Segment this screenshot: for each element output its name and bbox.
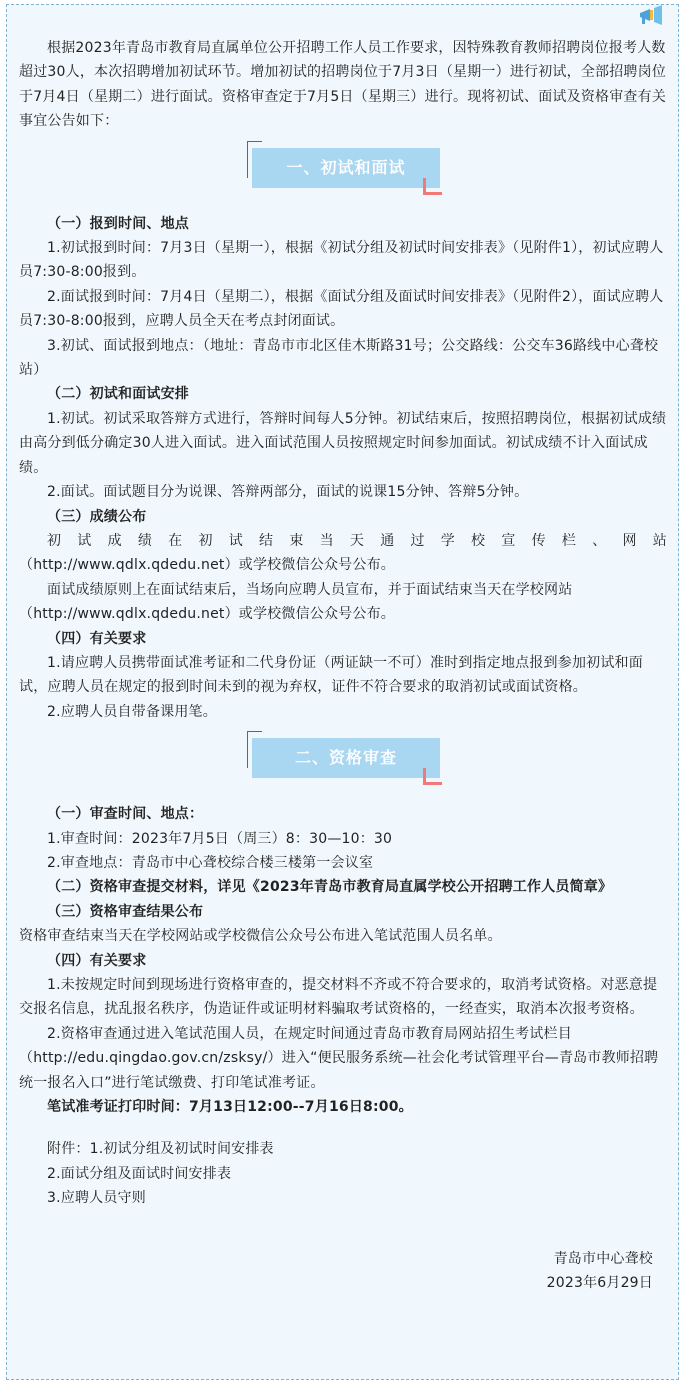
paragraph: 2.应聘人员自带备课用笔。 [47,703,217,720]
subheading: （一）审查时间、地点： [47,806,204,823]
spacer [19,1119,667,1137]
paragraph: 3.初试、面试报到地点：（地址：青岛市市北区佳木斯路31号；公交路线：公交车36路线中心聋校站） [19,337,659,379]
paragraph: 资格审查结束当天在学校网站或学校微信公众号公布进入笔试范围人员名单。 [19,928,502,945]
subheading: （三）资格审查结果公布 [47,903,204,920]
section-title-2: 二、资格审查 [252,738,440,778]
megaphone-icon [638,5,664,27]
paragraph: 1.初试。初试采取答辩方式进行，答辩时间每人5分钟。初试结束后，按照招聘岗位，根据初试成绩由高分到低分确定30人进入面试。进入面试范围人员按照规定时间参加面试。初试成绩不计入面试成绩。 [19,410,667,476]
paragraph: （http://www.qdlx.qdedu.net）或学校微信公众号公布。 [19,557,395,574]
heading-corner-mark [423,768,442,785]
attachment-list-item: 3.应聘人员守则 [47,1190,146,1207]
paragraph: 1.审查时间：2023年7月5日（周三）8：30—10：30 [47,830,393,847]
subheading: （四）有关要求 [47,952,147,969]
paragraph: 2.审查地点：青岛市中心聋校综合楼三楼第一会议室 [47,854,374,871]
subheading: （一）报到时间、地点 [47,215,189,232]
spacer [19,1229,667,1247]
signature-date: 2023年6月29日 [546,1275,653,1292]
intro-paragraph: 根据2023年青岛市教育局直属单位公开招聘工作人员工作要求，因特殊教育教师招聘岗位报考人数超过30人，本次招聘增加初试环节。增加初试的招聘岗位于7月3日（星期一）进行初试，全部招聘岗位于7月4日（星期二）进行面试。资格审查定于7月5日（星期三）进行。现将初试、面试及资格审查有关事宜公告如下： [19,40,667,130]
paragraph: 2.面试报到时间：7月4日（星期二），根据《面试分组及面试时间安排表》（见附件2），面试应聘人员7:30-8:00报到，应聘人员全天在考点封闭面试。 [19,288,664,330]
signature-org: 青岛市中心聋校 [553,1250,653,1267]
paragraph: 2.资格审查通过进入笔试范围人员，在规定时间通过青岛市教育局网站招生考试栏目（http://edu.qingdao.gov.cn/zsksy/）进入“便民服务系统—社会化考试管理平台—青岛市教师招聘统一报名入口”进行笔试缴费、打印笔试准考证。 [19,1025,659,1091]
subheading: （四）有关要求 [47,630,147,647]
section-heading-1 [19,138,667,212]
subheading: （二）初试和面试安排 [47,386,189,403]
heading-corner-mark [423,178,442,195]
paragraph: 初试成绩在初试结束当天通过学校宣传栏、网站 [47,532,667,549]
paragraph: 1.请应聘人员携带面试准考证和二代身份证（两证缺一不可）准时到指定地点报到参加初试和面试，应聘人员在规定的报到时间未到的视为弃权，证件不符合要求的取消初试或面试资格。 [19,654,643,696]
section-heading-2 [19,728,667,802]
attachment-list-item: 2.面试分组及面试时间安排表 [47,1165,232,1182]
document-body [19,36,667,1295]
attachment-list-item: 附件：1.初试分组及初试时间安排表 [47,1141,274,1158]
paragraph: 面试成绩原则上在面试结束后，当场向应聘人员宣布，并于面试结束当天在学校网站（http://www.qdlx.qdedu.net）或学校微信公众号公布。 [19,581,573,623]
paragraph: 1.初试报到时间：7月3日（星期一），根据《初试分组及初试时间安排表》（见附件1），初试应聘人员7:30-8:00报到。 [19,240,664,281]
print-time: 笔试准考证打印时间：7月13日12:00--7月16日8:00。 [47,1099,413,1116]
paragraph: 2.面试。面试题目分为说课、答辩两部分，面试的说课15分钟、答辩5分钟。 [47,484,529,501]
paragraph: 1.未按规定时间到现场进行资格审查的，提交材料不齐或不符合要求的，取消考试资格。对恶意提交报名信息，扰乱报名秩序，伪造证件或证明材料骗取考试资格的，一经查实，取消本次报考资格。 [19,977,658,1018]
spacer [19,1211,667,1229]
subheading: （三）成绩公布 [47,508,147,525]
section-title-1: 一、初试和面试 [252,148,440,188]
subheading: （二）资格审查提交材料，详见《2023年青岛市教育局直属学校公开招聘工作人员简章》 [47,879,613,896]
